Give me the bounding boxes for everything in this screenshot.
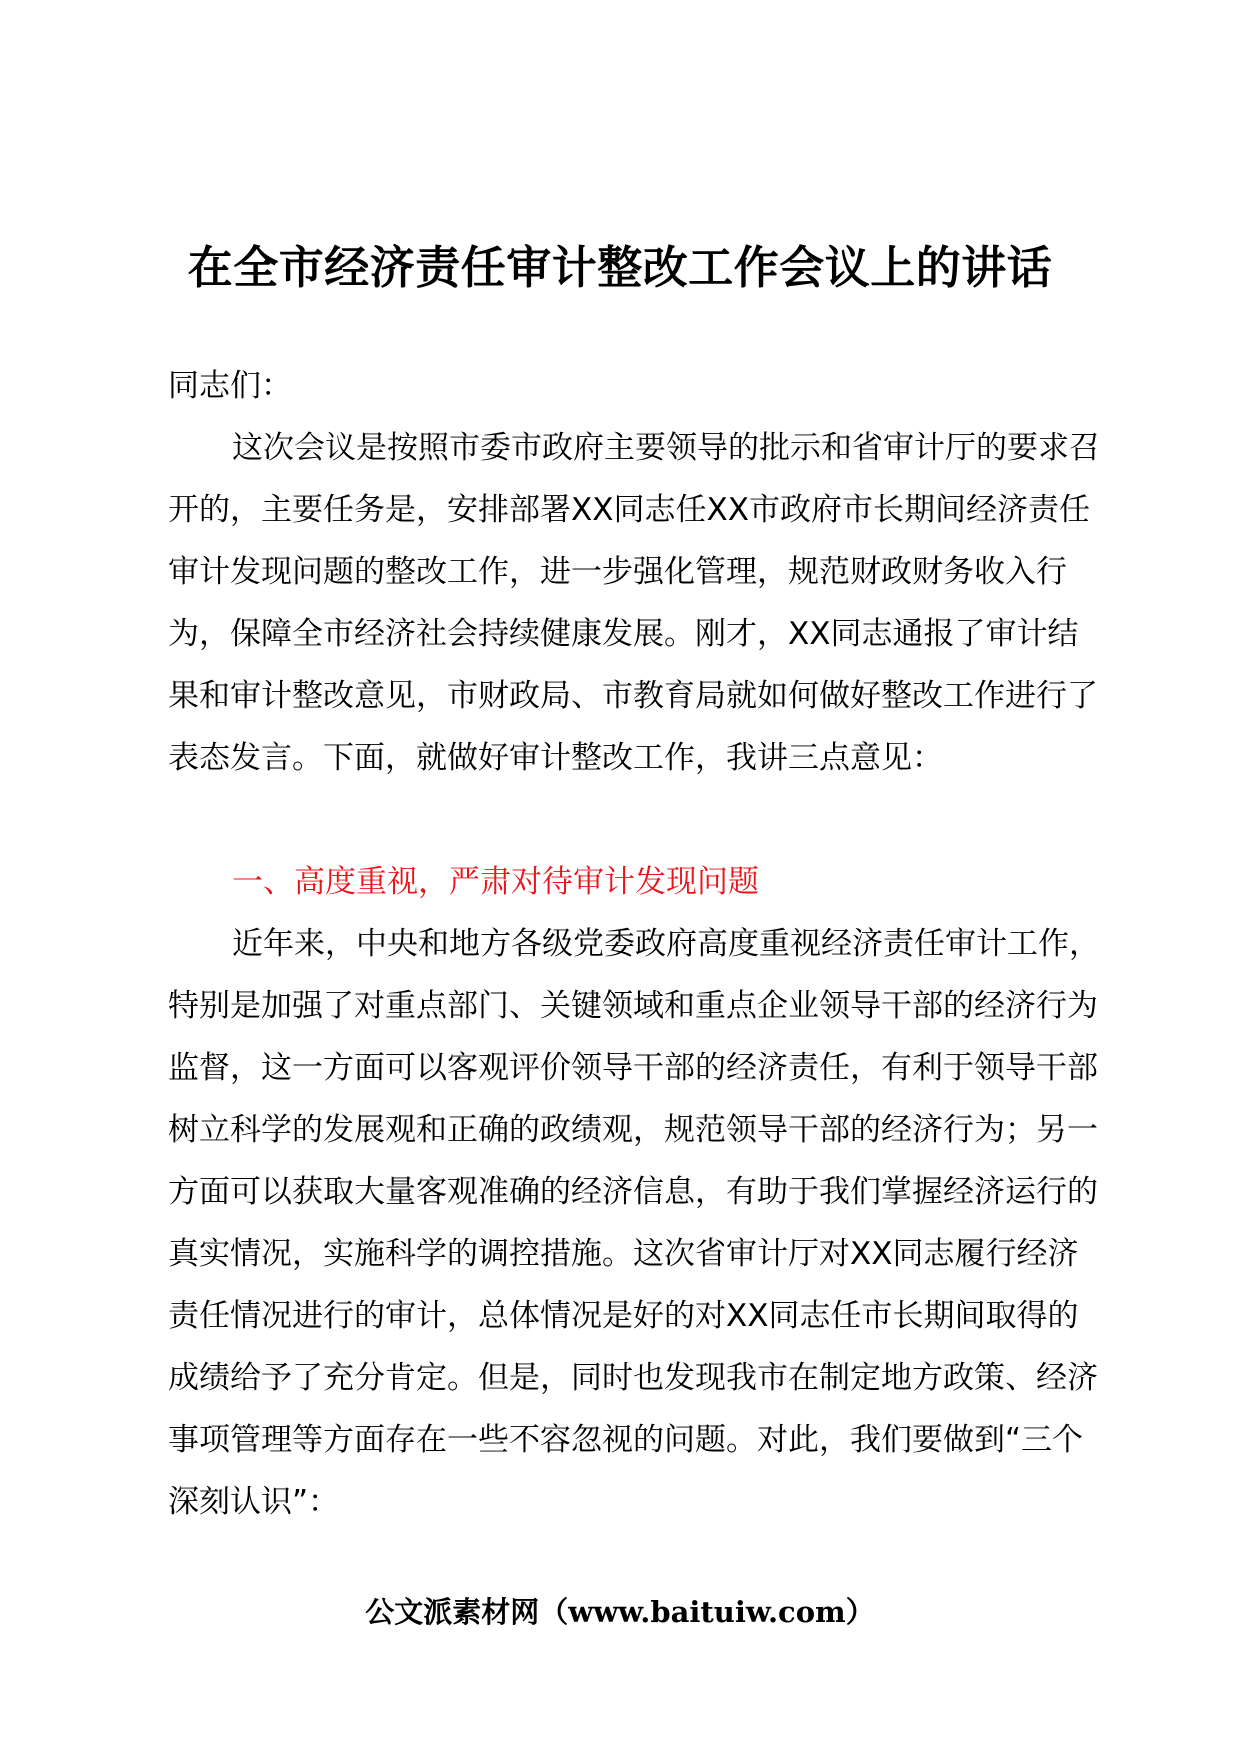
footer-watermark: 公文派素材网（www.baituiw.com）: [365, 1595, 875, 1629]
salutation: 同志们：: [168, 368, 292, 404]
document-title: 在全市经济责任审计整改工作会议上的讲话: [187, 241, 1053, 294]
body-paragraph-1: 这次会议是按照市委市政府主要领导的批示和省审计厅的要求召开的，主要任务是，安排部署XX同志任XX市政府市长期间经济责任审计发现问题的整改工作，进一步强化管理，规范财政财务收入行为，保障全市经济社会持续健康发展。刚才，XX同志通报了审计结果和审计整改意见，市财政局、市教育局就如何做好整改工作进行了表态发言。下面，就做好审计整改工作，我讲三点意见：: [168, 430, 1100, 776]
body-paragraph-2: 近年来，中央和地方各级党委政府高度重视经济责任审计工作，特别是加强了对重点部门、关键领域和重点企业领导干部的经济行为监督，这一方面可以客观评价领导干部的经济责任，有利于领导干部树立科学的发展观和正确的政绩观，规范领导干部的经济行为；另一方面可以获取大量客观准确的经济信息，有助于我们掌握经济运行的真实情况，实施科学的调控措施。这次省审计厅对XX同志履行经济责任情况进行的审计，总体情况是好的对XX同志任市长期间取得的成绩给予了充分肯定。但是，同时也发现我市在制定地方政策、经济事项管理等方面存在一些不容忽视的问题。对此，我们要做到“三个深刻认识”：: [168, 926, 1100, 1520]
section-heading-1: 一、高度重视，严肃对待审计发现问题: [232, 864, 759, 900]
